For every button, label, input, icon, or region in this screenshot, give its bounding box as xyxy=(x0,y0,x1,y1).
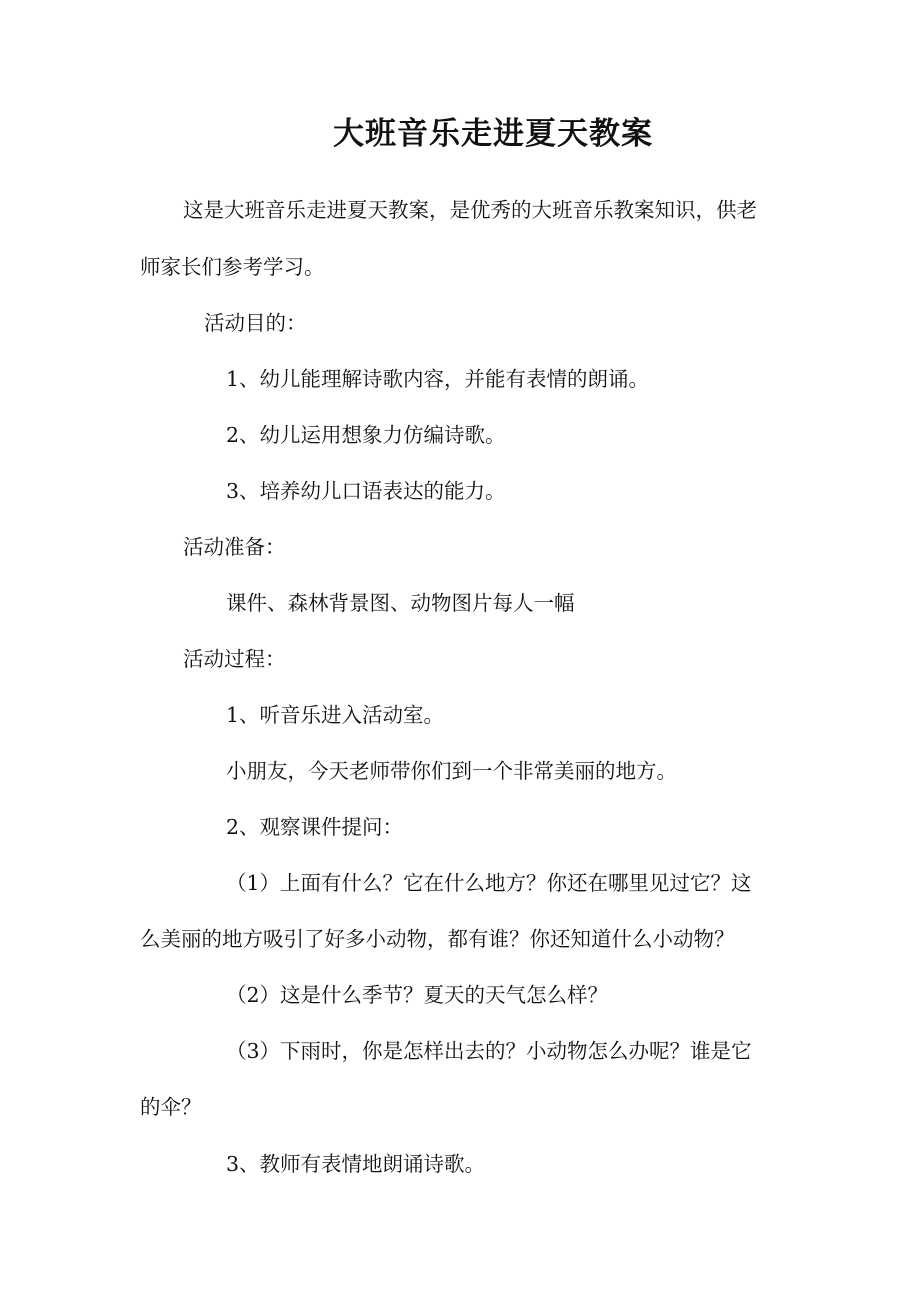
goal-item-3: 3、培养幼儿口语表达的能力。 xyxy=(226,479,506,503)
goal-item-1: 1、幼儿能理解诗歌内容，并能有表情的朗诵。 xyxy=(226,367,650,391)
step-1-detail: 小朋友，今天老师带你们到一个非常美丽的地方。 xyxy=(226,759,677,783)
goal-item-2: 2、幼儿运用想象力仿编诗歌。 xyxy=(226,423,506,447)
prep-heading: 活动准备： xyxy=(183,535,286,559)
goal-heading: 活动目的： xyxy=(204,311,307,335)
process-heading: 活动过程： xyxy=(183,647,286,671)
question-3-line-1: （3）下雨时，你是怎样出去的？小动物怎么办呢？谁是它 xyxy=(226,1039,752,1063)
question-2: （2）这是什么季节？夏天的天气怎么样？ xyxy=(226,983,609,1007)
step-3: 3、教师有表情地朗诵诗歌。 xyxy=(226,1152,486,1176)
step-1: 1、听音乐进入活动室。 xyxy=(226,703,445,727)
document-title: 大班音乐走进夏天教案 xyxy=(333,116,653,152)
question-1-line-2: 么美丽的地方吸引了好多小动物，都有谁？你还知道什么小动物？ xyxy=(140,927,735,951)
paragraph-intro-line-1: 这是大班音乐走进夏天教案，是优秀的大班音乐教案知识，供老 xyxy=(183,198,757,222)
paragraph-intro-line-2: 师家长们参考学习。 xyxy=(140,255,325,279)
question-3-line-2: 的伞？ xyxy=(140,1095,202,1119)
step-2: 2、观察课件提问： xyxy=(226,815,404,839)
prep-content: 课件、森林背景图、动物图片每人一幅 xyxy=(226,591,575,615)
question-1-line-1: （1）上面有什么？它在什么地方？你还在哪里见过它？这 xyxy=(226,871,752,895)
